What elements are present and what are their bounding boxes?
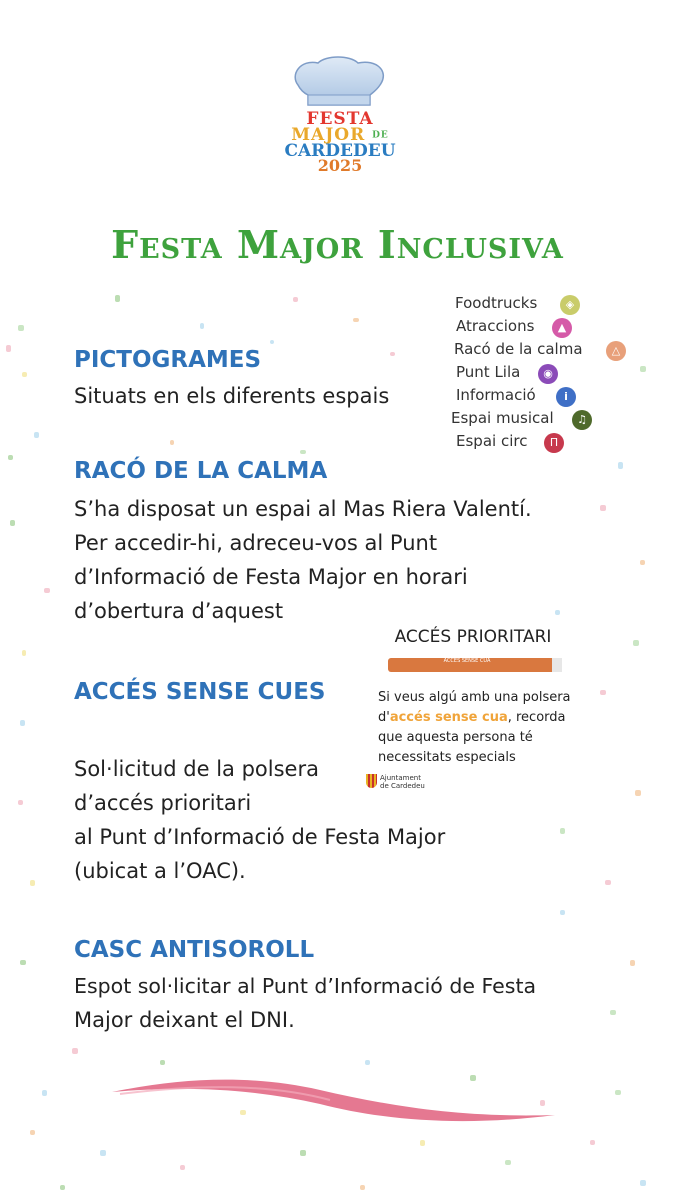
legend-item-informacio (456, 386, 568, 408)
raco-line-2: Per accedir-hi, adreceu-vos al Punt (74, 531, 438, 555)
legend-label: Informació (456, 386, 536, 404)
logo-line-cardedeu: CARDEDEU (284, 141, 396, 161)
logo-line-festa: FESTA (306, 109, 374, 129)
legend-label: Foodtrucks (455, 294, 538, 312)
acces-line-2: d’accés prioritari (74, 791, 252, 815)
ajuntament-line-2: de Cardedeu (380, 782, 425, 790)
legend-label: Racó de la calma (454, 340, 583, 358)
card-title: ACCÉS PRIORITARI (394, 627, 552, 647)
legend-item-raco-calma (454, 340, 621, 362)
acces-line-4: (ubicat a l’OAC). (74, 859, 246, 883)
acces-line-1: Sol·licitud de la polsera (74, 757, 319, 781)
logo-de-word: DE (372, 130, 389, 141)
card-text-after: , recorda que aquesta persona té necessitats especials (378, 710, 566, 765)
info-icon: i (556, 387, 576, 407)
heading-casc-antisoroll: CASC ANTISOROLL (74, 937, 315, 963)
meditation-icon: △ (606, 341, 626, 361)
ajuntament-line-1: Ajuntament (380, 774, 421, 782)
logo-major-word: MAJOR (291, 125, 366, 145)
raco-line-1: S’ha disposat un espai al Mas Riera Valentí. (74, 497, 532, 521)
wristband-label: ACCÉS SENSE CUA (443, 658, 491, 664)
legend-label: Atraccions (456, 317, 535, 335)
food-icon: ◈ (560, 295, 580, 315)
music-icon: ♫ (572, 410, 592, 430)
logo-line-year: 2025 (317, 156, 363, 175)
casc-line-2: Major deixant el DNI. (74, 1008, 295, 1032)
heading-raco-calma: RACÓ DE LA CALMA (74, 458, 328, 484)
text-casc-antisoroll (74, 969, 669, 1037)
wristband-clasp (552, 658, 562, 672)
target-icon: ◉ (538, 364, 558, 384)
legend-label: Espai musical (451, 409, 554, 427)
legend-item-espai-musical (451, 409, 587, 431)
circus-icon: Π (544, 433, 564, 453)
card-text-before: Si veus algú amb una polsera d' (378, 690, 571, 725)
raco-line-4: d’obertura d’aquest (74, 599, 284, 623)
legend-item-espai-circ (456, 432, 559, 454)
text-pictogrames: Situats en els diferents espais (74, 384, 390, 408)
text-acces-sense-cues (74, 752, 664, 888)
legend-item-foodtrucks (455, 294, 575, 316)
ride-icon: ▲ (552, 318, 572, 338)
page-title: Festa Major Inclusiva (111, 222, 564, 267)
heading-pictogrames: PICTOGRAMES (74, 347, 262, 373)
heading-acces-sense-cues: ACCÉS SENSE CUES (74, 679, 326, 705)
raco-line-3: d’Informació de Festa Major en horari (74, 565, 468, 589)
festa-major-logo (280, 55, 400, 175)
casc-line-1: Espot sol·licitar al Punt d’Informació de Festa (74, 974, 537, 998)
text-raco-calma (74, 492, 664, 628)
legend-label: Espai circ (456, 432, 528, 450)
legend-item-atraccions (456, 317, 567, 339)
chef-hat-icon (280, 55, 400, 115)
acces-line-3: al Punt d’Informació de Festa Major (74, 825, 446, 849)
card-highlight: accés sense cua (389, 710, 508, 725)
decorative-swoosh (100, 1070, 570, 1140)
legend-item-punt-lila (456, 363, 553, 385)
legend-label: Punt Lila (456, 363, 521, 381)
